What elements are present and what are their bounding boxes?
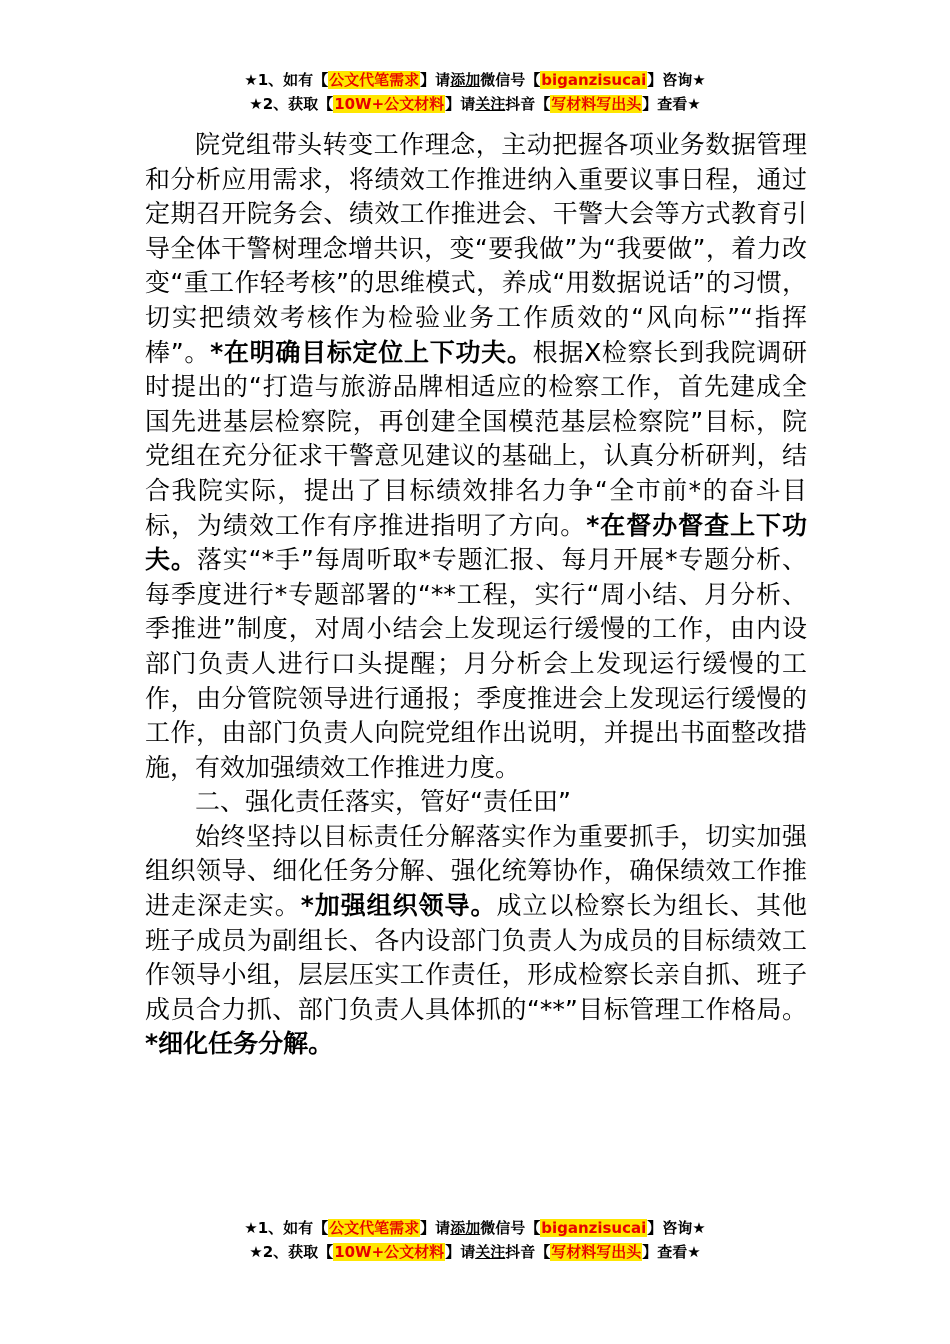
banner-line-2: [0, 1240, 950, 1264]
bold-subheading: *细化任务分解。: [145, 1029, 334, 1059]
paragraph-text: 落实“*手”每周听取*专题汇报、每月开展*专题分析、每季度进行*专题部署的“**工程，实行“周小结、月分析、季推进”制度，对周小结会上发现运行缓慢的工作，由内设部门负责人进行口头提醒；月分析会上发现运行缓慢的工作，由分管院领导进行通报；季度推进会上发现运行缓慢的工作，由部门负责人向院党组作出说明，并提出书面整改措施，有效加强绩效工作推进力度。: [145, 545, 807, 782]
document-body: [145, 128, 807, 1062]
banner-text: 抖音【: [505, 95, 551, 113]
top-banner: [0, 68, 950, 116]
paragraph-2: [145, 820, 807, 1062]
banner-text: ★1、如有【: [244, 71, 329, 89]
banner-highlight: 公文代笔需求: [329, 71, 420, 89]
banner-highlight: 写材料写出头: [551, 1243, 642, 1261]
banner-text: 】请: [420, 1219, 451, 1237]
banner-text: 】请: [445, 95, 476, 113]
paragraph-text: 始终坚持以目标责任分解落实作为重要抓手，切实加强组织领导、细化任务分解、强化统筹协作，确保绩效工作推进走深走实。: [145, 821, 807, 921]
banner-underlined: 关注: [475, 95, 506, 113]
banner-highlight: 写材料写出头: [551, 95, 642, 113]
bold-subheading: *加强组织领导。: [300, 891, 497, 921]
banner-text: ★2、获取【: [249, 1243, 334, 1261]
paragraph-text: 根据X检察长到我院调研时提出的“打造与旅游品牌相适应的检察工作，首先建成全国先进基层检察院，再创建全国模范基层检察院”目标，院党组在充分征求干警意见建议的基础上，认真分析研判，结合我院实际，提出了目标绩效排名力争“全市前*的奋斗目标，为绩效工作有序推进指明了方向。: [145, 337, 807, 540]
banner-text: 】咨询★: [647, 1219, 706, 1237]
banner-text: 】请: [445, 1243, 476, 1261]
banner-text: 】请: [420, 71, 451, 89]
banner-text: 抖音【: [505, 1243, 551, 1261]
banner-line-2: [0, 92, 950, 116]
banner-text: 】咨询★: [647, 71, 706, 89]
banner-line-1: [0, 68, 950, 92]
banner-highlight: biganzisucai: [541, 1219, 647, 1237]
banner-underlined: 添加: [450, 1219, 481, 1237]
banner-highlight: biganzisucai: [541, 71, 647, 89]
banner-text: ★1、如有【: [244, 1219, 329, 1237]
banner-underlined: 关注: [475, 1243, 506, 1261]
banner-text: 】查看★: [642, 1243, 701, 1261]
bottom-banner: [0, 1216, 950, 1264]
banner-text: ★2、获取【: [249, 95, 334, 113]
banner-highlight: 10W+公文材料: [334, 95, 445, 113]
bold-subheading: *在明确目标定位上下功夫。: [210, 337, 533, 367]
bold-subheading: *在督办督查上下功夫。: [145, 510, 807, 575]
paragraph-text: 院党组带头转变工作理念，主动把握各项业务数据管理和分析应用需求，将绩效工作推进纳入重要议事日程，通过定期召开院务会、绩效工作推进会、干警大会等方式教育引导全体干警树理念增共识，变“要我做”为“我要做”，着力改变“重工作轻考核”的思维模式，养成“用数据说话”的习惯，切实把绩效考核作为检验业务工作质效的“风向标”“指挥棒”。: [145, 130, 807, 367]
banner-text: 微信号【: [480, 1219, 541, 1237]
banner-line-1: [0, 1216, 950, 1240]
banner-highlight: 10W+公文材料: [334, 1243, 445, 1261]
section-heading: 二、强化责任落实，管好“责任田”: [195, 787, 571, 817]
banner-underlined: 添加: [450, 71, 481, 89]
banner-text: 】查看★: [642, 95, 701, 113]
banner-text: 微信号【: [480, 71, 541, 89]
paragraph-text: 成立以检察长为组长、其他班子成员为副组长、各内设部门负责人为成员的目标绩效工作领导小组，层层压实工作责任，形成检察长亲自抓、班子成员合力抓、部门负责人具体抓的“**”目标管理工作格局。: [145, 891, 807, 1024]
banner-highlight: 公文代笔需求: [329, 1219, 420, 1237]
paragraph-1: [145, 128, 807, 785]
